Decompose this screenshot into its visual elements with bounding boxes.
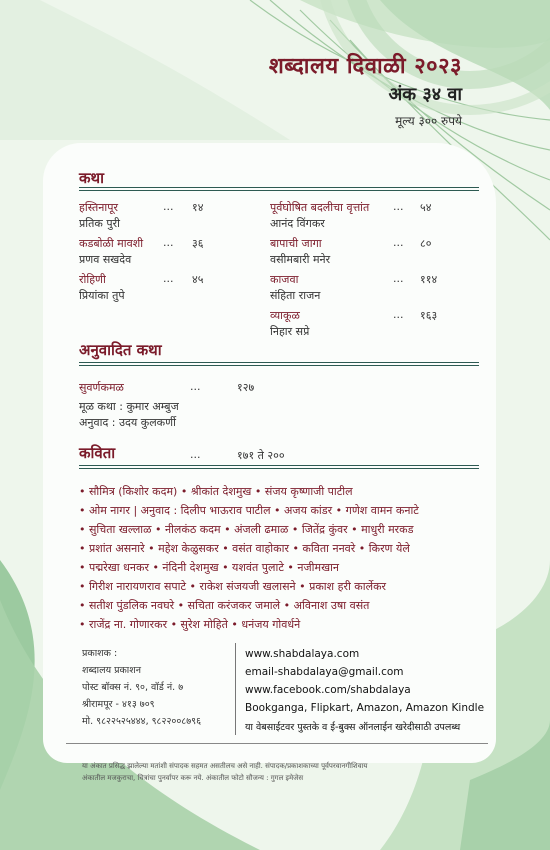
story-title: व्याकूळ (270, 309, 300, 322)
story-title: काजवा (270, 273, 299, 286)
facebook-link[interactable]: www.facebook.com/shabdalaya (245, 684, 411, 696)
publisher-name: शब्दालय प्रकाशन (82, 665, 141, 676)
stores-list: Bookganga, Flipkart, Amazon, Amazon Kindle (245, 702, 485, 714)
page-number: १४ (192, 201, 204, 214)
poet-list-line: • ओम नागर | अनुवाद : दिलीप भाऊराव पाटील • अजय कांडर • गणेश वामन कनाटे (79, 504, 419, 517)
story-author: वसीमबारी मनेर (270, 253, 331, 266)
story-title: रोहिणी (79, 273, 106, 286)
leader-dots: ... (190, 380, 201, 393)
leader-dots: ... (393, 200, 404, 213)
section-kavita-rule (79, 465, 479, 469)
story-title: बापाची जागा (270, 237, 322, 250)
publisher-label: प्रकाशक : (82, 648, 118, 659)
magazine-title: शब्दालय दिवाळी २०२३ (268, 53, 462, 79)
poet-list-line: • पद्मरेखा धनकर • नंदिनी देशमुख • यशवंत पुलाटे • नजीमखान (79, 561, 340, 574)
leader-dots: ... (163, 200, 174, 213)
poet-list-line: • सुचिता खल्लाळ • नीलकंठ कदम • अंजली ढमाळ • जितेंद्र कुंवर • माधुरी मरकड (79, 523, 414, 536)
poet-list-line: • सौमित्र (किशोर कदम) • श्रीकांत देशमुख • संजय कृष्णाजी पाटील (79, 485, 353, 498)
page-number: ८० (420, 237, 432, 250)
story-author: प्रियांका तुपे (79, 289, 125, 302)
poet-list-line: • सतीश पुंडलिक नवघरे • सचिता करंजकर जमाले • अविनाश उषा वसंत (79, 599, 370, 612)
story-author: प्रतिक पुरी (79, 217, 120, 230)
publisher-city: श्रीरामपूर - ४१३ ७०९ (82, 699, 155, 710)
footer-divider (66, 743, 488, 744)
leader-dots: ... (163, 236, 174, 249)
story-title: कडबोळी मावशी (79, 237, 144, 250)
publisher-address: पोस्ट बॉक्स नं. ९०, वॉर्ड नं. ७ (82, 682, 184, 693)
publisher-block (82, 645, 201, 730)
story-title: सुवर्णकमळ (79, 381, 124, 394)
disclaimer-line: अंकातील मजकुराचा, चित्रांचा पुनर्वापर करू नये. अंकातील फोटो सौजन्य : गुगल इमेजेस (82, 774, 304, 782)
story-title: हस्तिनापूर (79, 201, 118, 214)
disclaimer-line: या अंकात प्रसिद्ध झालेल्या मतांशी संपादक सहमत असतीलच असे नाही. संपादक/प्रकाशकाच्या पूर्वपरवानगीशिवाय (82, 762, 368, 770)
story-author: आनंद विंगकर (270, 217, 325, 230)
price-label: मूल्य ३०० रुपये (395, 114, 462, 128)
story-author: प्रणव सखदेव (79, 253, 132, 266)
leader-dots: ... (393, 236, 404, 249)
original-author: मूळ कथा : कुमार अम्बुज (79, 400, 179, 413)
story-title: पूर्वघोषित बदलीचा वृत्तांत (270, 201, 370, 214)
page-number: ३६ (192, 237, 204, 250)
translator: अनुवाद : उदय कुलकर्णी (79, 416, 176, 429)
email-link[interactable]: email-shabdalaya@gmail.com (245, 666, 404, 678)
section-kavita-heading: कविता (79, 444, 116, 462)
page-number: १२७ (237, 381, 255, 394)
page-number: ११४ (420, 273, 438, 286)
poet-list-line: • राजेंद्र ना. गोणारकर • सुरेश मोहिते • धनंजय गोवर्धने (79, 618, 301, 631)
publisher-phone: मो. ९८२२५२५४४४, ९८२२००८७९६ (82, 716, 202, 727)
poet-list-line: • प्रशांत असनारे • महेश केळुसकर • वसंत वाहोकार • कविता ननवरे • किरण येले (79, 542, 410, 555)
section-anuvadit-rule (79, 362, 479, 366)
online-note: या वेबसाईटवर पुस्तके व ई-बुक्स ऑनलाईन खरेदीसाठी उपलब्ध (245, 722, 461, 733)
section-katha-rule (79, 187, 479, 191)
leader-dots: ... (190, 448, 201, 461)
leader-dots: ... (393, 308, 404, 321)
story-author: संहिता राजन (270, 289, 321, 302)
leader-dots: ... (163, 272, 174, 285)
leader-dots: ... (393, 272, 404, 285)
divider (235, 643, 236, 735)
poet-list-line: • गिरीश नारायणराव सपाटे • राकेश संजयजी खलासने • प्रकाश हरी कार्लेकर (79, 580, 387, 593)
section-anuvadit-heading: अनुवादित कथा (79, 341, 162, 359)
page-number: १६३ (420, 309, 438, 322)
page-number: ४५ (192, 273, 204, 286)
section-katha-heading: कथा (79, 169, 104, 187)
website-link[interactable]: www.shabdalaya.com (245, 648, 360, 660)
page-number: १७१ ते २०० (237, 449, 285, 462)
story-author: निहार सप्रे (270, 325, 310, 338)
issue-number: अंक ३४ वा (388, 84, 462, 105)
page-number: ५४ (420, 201, 432, 214)
